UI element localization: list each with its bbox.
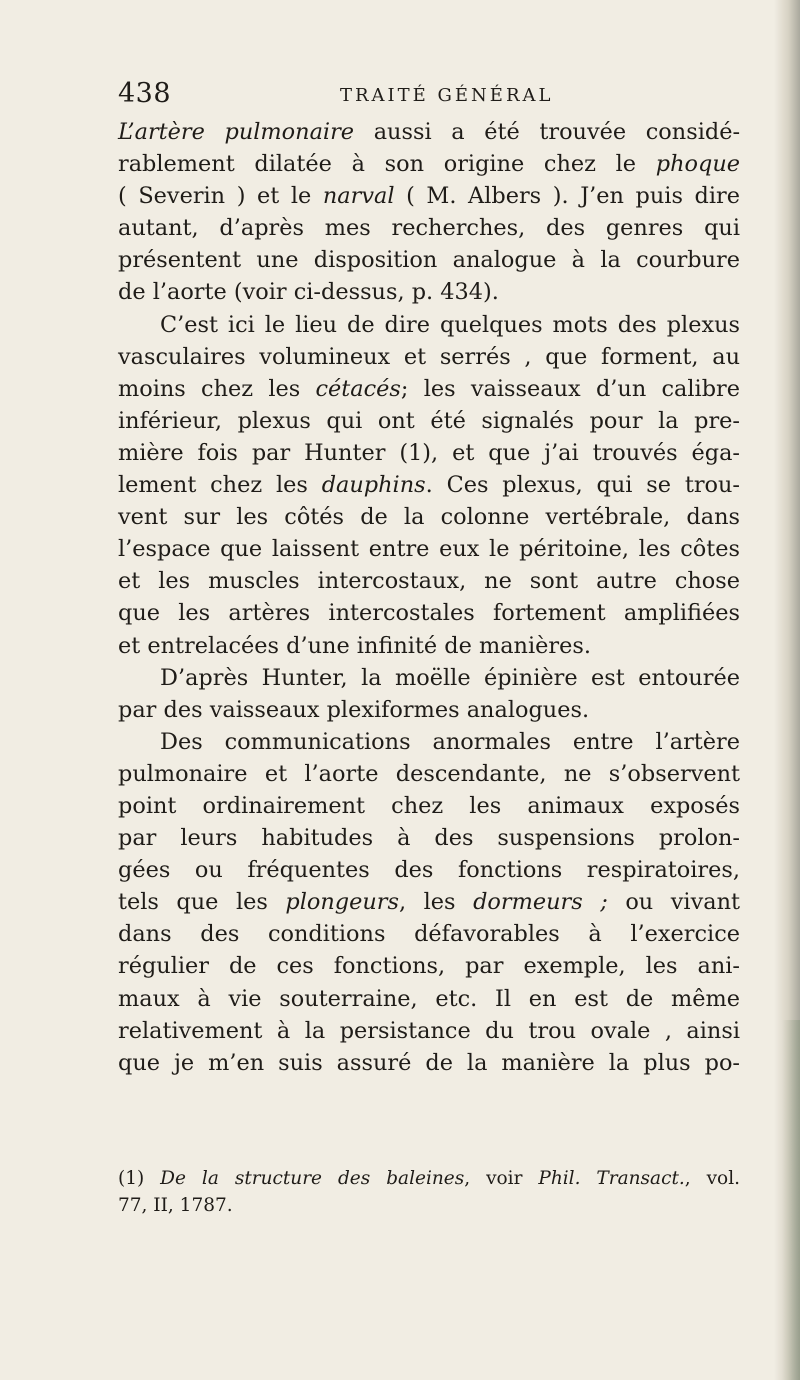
- text-segment: maux à vie souterraine, etc. Il en est de même: [118, 985, 740, 1012]
- italic-text: phoque: [655, 151, 740, 178]
- italic-text: artère pulmonaire: [134, 119, 355, 145]
- text-line: [118, 405, 740, 437]
- text-segment: moins chez les: [118, 375, 316, 402]
- text-line: [118, 918, 740, 950]
- text-line: [118, 276, 740, 308]
- text-segment: dans des conditions défavorables à l’exercice: [118, 921, 740, 948]
- text-segment: pulmonaire et l’aorte descendante, ne s’observent: [118, 760, 740, 787]
- text-segment: . Ces plexus, qui se trou-: [425, 472, 740, 499]
- text-line: [118, 694, 740, 726]
- text-segment: et entrelacées d’une infinité de manières.: [118, 632, 591, 659]
- text-line: [118, 950, 740, 982]
- text-line: [118, 597, 740, 629]
- text-segment: régulier de ces fonctions, par exemple, les ani-: [118, 953, 740, 980]
- text-segment: ; les vaisseaux d’un calibre: [400, 375, 741, 402]
- text-line: [118, 790, 740, 822]
- text-line: [118, 180, 740, 212]
- italic-text: Phil. Transact.: [538, 1168, 685, 1189]
- text-line: [118, 822, 740, 854]
- text-segment: relativement à la persistance du trou ovale , ainsi: [118, 1017, 740, 1044]
- text-segment: ( Severin ) et le: [118, 183, 323, 210]
- text-line: [118, 437, 740, 469]
- text-segment: D’après Hunter, la moëlle épinière est entourée: [160, 664, 740, 691]
- footnote: [118, 1165, 740, 1219]
- text-segment: que les artères intercostales fortement amplifiées: [118, 600, 740, 627]
- text-segment: ( M. Albers ). J’en puis dire: [394, 183, 740, 210]
- text-segment: inférieur, plexus qui ont été signalés pour la pre-: [118, 407, 740, 434]
- page-header: [118, 78, 738, 112]
- text-line: [118, 726, 740, 758]
- italic-text: dauphins: [321, 472, 426, 499]
- text-segment: de l’aorte (voir ci-dessus, p. 434).: [118, 279, 499, 306]
- text-line: [118, 565, 740, 597]
- text-line: [118, 983, 740, 1015]
- footnote-line: [118, 1192, 740, 1219]
- text-segment: aussi a été trouvée considé-: [354, 119, 741, 145]
- text-segment: par des vaisseaux plexiformes analogues.: [118, 696, 590, 723]
- text-line: [118, 469, 740, 501]
- text-segment: C’est ici le lieu de dire quelques mots des plexus: [160, 311, 740, 338]
- page-edge-stain: [782, 1020, 800, 1380]
- body-text: [118, 116, 740, 1079]
- text-segment: vasculaires volumineux et serrés , que forment, au: [118, 343, 740, 370]
- text-segment: que je m’en suis assuré de la manière la plus po-: [118, 1049, 740, 1076]
- text-line: [118, 662, 740, 694]
- text-line: [118, 854, 740, 886]
- text-line: [118, 148, 740, 180]
- text-line: [118, 630, 740, 662]
- italic-text: L’: [118, 119, 135, 145]
- text-line: [118, 533, 740, 565]
- text-line: [118, 1015, 740, 1047]
- text-segment: Des communications anormales entre l’artère: [160, 728, 740, 755]
- italic-text: cétacés: [315, 375, 401, 402]
- text-segment: lement chez les: [118, 472, 322, 499]
- text-segment: 77, II, 1787.: [118, 1195, 233, 1216]
- text-line: [118, 758, 740, 790]
- text-line: [118, 212, 740, 244]
- text-segment: par leurs habitudes à des suspensions prolon-: [118, 825, 740, 852]
- text-line: [118, 886, 740, 918]
- italic-text: plongeurs: [285, 889, 399, 916]
- text-line: [118, 309, 740, 341]
- text-segment: gées ou fréquentes des fonctions respiratoires,: [118, 857, 740, 884]
- text-segment: ou vivant: [607, 889, 740, 916]
- text-segment: mière fois par Hunter (1), et que j’ai trouvés éga-: [118, 439, 740, 466]
- text-segment: point ordinairement chez les animaux exposés: [118, 792, 740, 819]
- page-number: 438: [118, 78, 172, 109]
- text-segment: vent sur les côtés de la colonne vertébrale, dans: [118, 504, 740, 531]
- text-segment: présentent une disposition analogue à la courbure: [118, 247, 740, 274]
- text-segment: , vol.: [684, 1168, 740, 1189]
- italic-text: De la structure des baleines: [160, 1168, 465, 1189]
- italic-text: narval: [322, 183, 395, 210]
- text-line: [118, 1047, 740, 1079]
- text-line: [118, 341, 740, 373]
- text-segment: tels que les: [118, 889, 286, 916]
- text-segment: , voir: [464, 1168, 539, 1189]
- text-line: [118, 244, 740, 276]
- text-segment: l’espace que laissent entre eux le péritoine, les côtes: [118, 536, 740, 563]
- text-segment: rablement dilatée à son origine chez le: [118, 151, 656, 178]
- text-segment: autant, d’après mes recherches, des genres qui: [118, 215, 740, 242]
- italic-text: dormeurs ;: [473, 889, 608, 916]
- text-segment: , les: [399, 889, 474, 916]
- text-segment: et les muscles intercostaux, ne sont autre chose: [118, 568, 740, 595]
- text-line: [118, 501, 740, 533]
- text-line: [118, 116, 740, 148]
- text-line: [118, 373, 740, 405]
- running-head: TRAITÉ GÉNÉRAL: [340, 85, 554, 106]
- footnote-line: [118, 1165, 740, 1192]
- text-segment: (1): [118, 1168, 161, 1189]
